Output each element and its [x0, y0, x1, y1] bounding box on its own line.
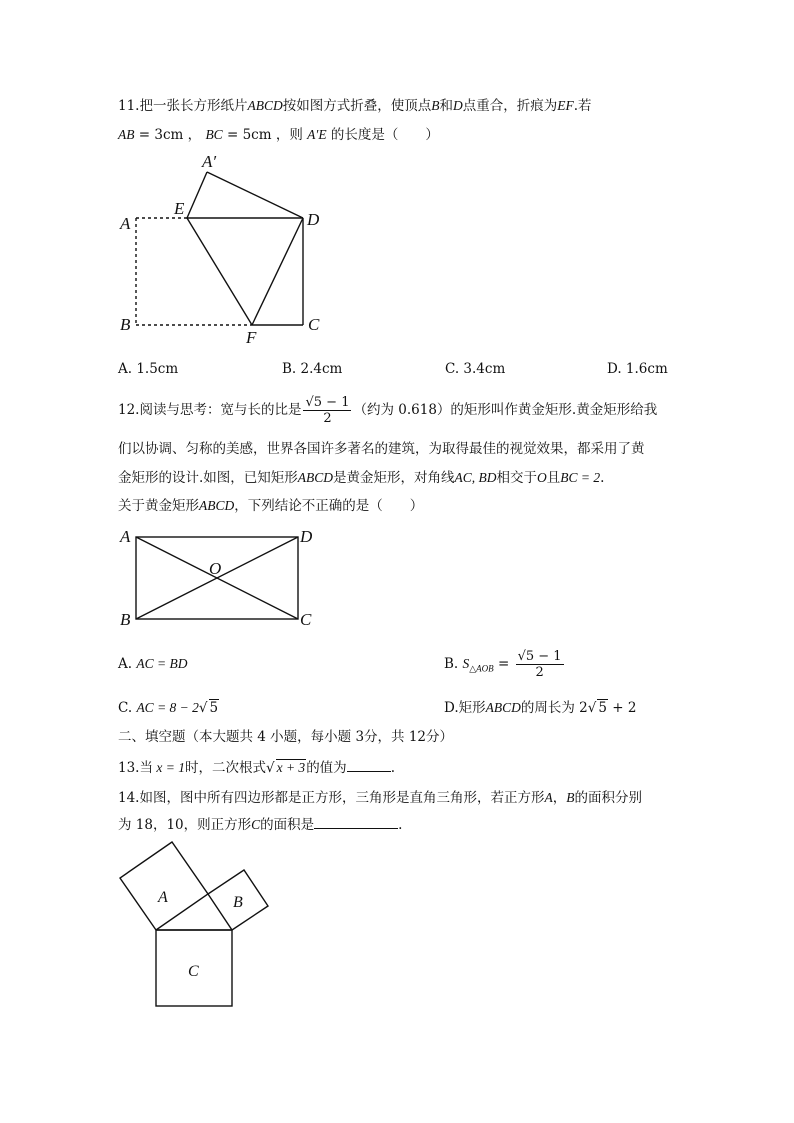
q12-option-b-denominator: 2	[535, 665, 544, 680]
q12-text: （约为 0.618）的矩形叫作黄金矩形.黄金矩形给我	[353, 402, 658, 418]
q12-label-b: B	[120, 610, 131, 629]
q13-line	[118, 758, 395, 778]
q14-label-c: C	[188, 963, 199, 980]
q12-text: 相交于	[496, 470, 538, 486]
q11-text: 按如图方式折叠，使顶点	[282, 98, 432, 114]
q11-option-a[interactable]: A. 1.5cm	[118, 361, 179, 377]
q12-text: 是黄金矩形，对角线	[333, 470, 455, 486]
q12-option-b-prefix: B.	[444, 656, 463, 672]
q12-option-b-eq: =	[493, 656, 514, 672]
sqrt-icon: √	[265, 760, 275, 776]
q11-option-c[interactable]: C. 3.4cm	[445, 361, 506, 377]
q14-text: .	[398, 817, 403, 833]
q11-text: 11.把一张长方形纸片	[118, 98, 248, 114]
q12-option-b-s: S	[462, 656, 470, 671]
q11-edge-ea	[187, 172, 207, 218]
q11-text: 点重合，折痕为	[462, 98, 558, 114]
q12-bc: BC = 2	[560, 470, 601, 485]
q12-option-d-text: + 2	[607, 700, 637, 716]
q13-answer-blank[interactable]	[347, 771, 391, 772]
q11-fold-figure	[110, 148, 350, 348]
q11-bc: BC	[205, 127, 223, 142]
q12-option-d-radicand: 5	[598, 700, 607, 716]
q14-text: 的面积分别	[574, 790, 642, 806]
q12-line-3	[118, 468, 604, 488]
q12-abcd: ABCD	[199, 498, 235, 513]
q12-text: 12.阅读与思考：宽与长的比是	[118, 402, 302, 418]
q14-text: 14.如图，图中所有四边形都是正方形，三角形是直角三角形，若正方形	[118, 790, 545, 806]
q14-text: 的面积是	[260, 817, 315, 833]
q11-ef: EF	[557, 98, 574, 113]
q11-b: B	[431, 98, 440, 113]
q11-ae: A′E	[307, 127, 327, 142]
q12-text: 金矩形的设计.如图，已知矩形	[118, 470, 298, 486]
q14-label-b: B	[233, 894, 243, 911]
q11-edge-fd	[252, 218, 303, 325]
q11-d: D	[452, 98, 463, 113]
q11-line-2	[118, 125, 439, 145]
q13-x-value: x = 1	[152, 760, 185, 775]
q13-text: 的值为	[306, 760, 347, 776]
q12-text: 且	[546, 470, 561, 486]
section-2-heading: 二、填空题（本大题共 4 小题，每小题 3分，共 12分）	[118, 729, 454, 745]
q12-abcd: ABCD	[297, 470, 334, 485]
q12-rectangle-figure	[112, 522, 334, 634]
q11-label-d: D	[307, 210, 320, 229]
q14-square-a	[120, 842, 208, 930]
q12-option-a[interactable]	[118, 654, 187, 674]
q14-text: ，	[552, 790, 567, 806]
q14-line-2	[118, 815, 402, 835]
q12-option-d-abcd: ABCD	[485, 700, 521, 715]
q12-option-d[interactable]	[444, 698, 636, 718]
q12-option-b-numerator: √5 − 1	[517, 649, 562, 664]
q11-edge-ef	[187, 218, 252, 325]
q12-option-b[interactable]	[444, 646, 566, 687]
q13-radicand: x + 3	[276, 760, 306, 775]
q12-text: 关于黄金矩形	[118, 498, 199, 514]
q12-option-c[interactable]	[118, 698, 219, 718]
sqrt-icon: √	[198, 700, 208, 716]
sqrt-icon: √	[587, 700, 597, 716]
q11-option-d[interactable]: D. 1.6cm	[607, 361, 668, 377]
q11-text: 和	[439, 98, 453, 114]
q11-label-e: E	[174, 199, 185, 218]
q12-label-a: A	[120, 527, 131, 546]
q11-label-aprime: A′	[202, 152, 217, 171]
q11-label-c: C	[308, 315, 320, 334]
q11-label-f: F	[246, 328, 257, 347]
q12-text: ，下列结论不正确的是（ ）	[234, 498, 424, 514]
q14-squares-figure	[110, 838, 290, 1018]
q11-text: = 3cm ，	[134, 127, 206, 143]
q11-text: = 5cm ，则	[222, 127, 308, 143]
q11-text: 的长度是（ ）	[326, 127, 439, 143]
q13-text: 时，二次根式	[184, 760, 266, 776]
q13-text: 13.当	[118, 760, 153, 776]
q14-answer-blank[interactable]	[314, 828, 398, 829]
q12-option-d-text: D.矩形	[444, 700, 486, 716]
q11-ab: AB	[118, 127, 135, 142]
q12-option-a-prefix: A.	[118, 656, 137, 672]
q14-b: B	[566, 790, 575, 805]
q12-label-o: O	[209, 559, 222, 578]
q12-option-b-subscript: △AOB	[469, 663, 494, 674]
q12-label-d: D	[300, 527, 313, 546]
q11-label-a: A	[120, 214, 131, 233]
q12-line-4	[118, 496, 423, 516]
q12-ratio-denominator: 2	[323, 411, 332, 426]
q11-line-1	[118, 96, 592, 116]
q14-label-a: A	[158, 889, 168, 906]
q12-option-c-math: AC = 8 − 2	[136, 700, 199, 715]
q12-ratio-fraction	[303, 395, 351, 426]
q13-text: .	[390, 760, 395, 776]
q12-option-c-prefix: C.	[118, 700, 137, 716]
q12-label-c: C	[300, 610, 312, 629]
q11-label-b: B	[120, 315, 131, 334]
q12-o: O	[537, 470, 547, 485]
q14-c: C	[251, 817, 261, 832]
q11-text: .若	[573, 98, 592, 114]
q12-line-1	[118, 392, 657, 428]
q12-ratio-numerator: √5 − 1	[305, 395, 350, 410]
q11-option-b[interactable]: B. 2.4cm	[282, 361, 343, 377]
q14-a: A	[544, 790, 553, 805]
q12-option-b-fraction	[516, 649, 564, 680]
q12-option-a-math: AC = BD	[136, 656, 188, 671]
q12-text: .	[600, 470, 605, 486]
q12-diagonals: AC, BD	[454, 470, 497, 485]
q12-option-d-text: 的周长为 2	[520, 700, 588, 716]
q11-abcd: ABCD	[247, 98, 283, 113]
q12-line-2: 们以协调、匀称的美感，世界各国许多著名的建筑，为取得最佳的视觉效果，都采用了黄	[118, 441, 645, 457]
q12-option-c-radicand: 5	[209, 700, 219, 716]
q14-line-1	[118, 788, 642, 808]
q14-text: 为 18，10，则正方形	[118, 817, 252, 833]
q11-edge-ad	[207, 172, 303, 218]
